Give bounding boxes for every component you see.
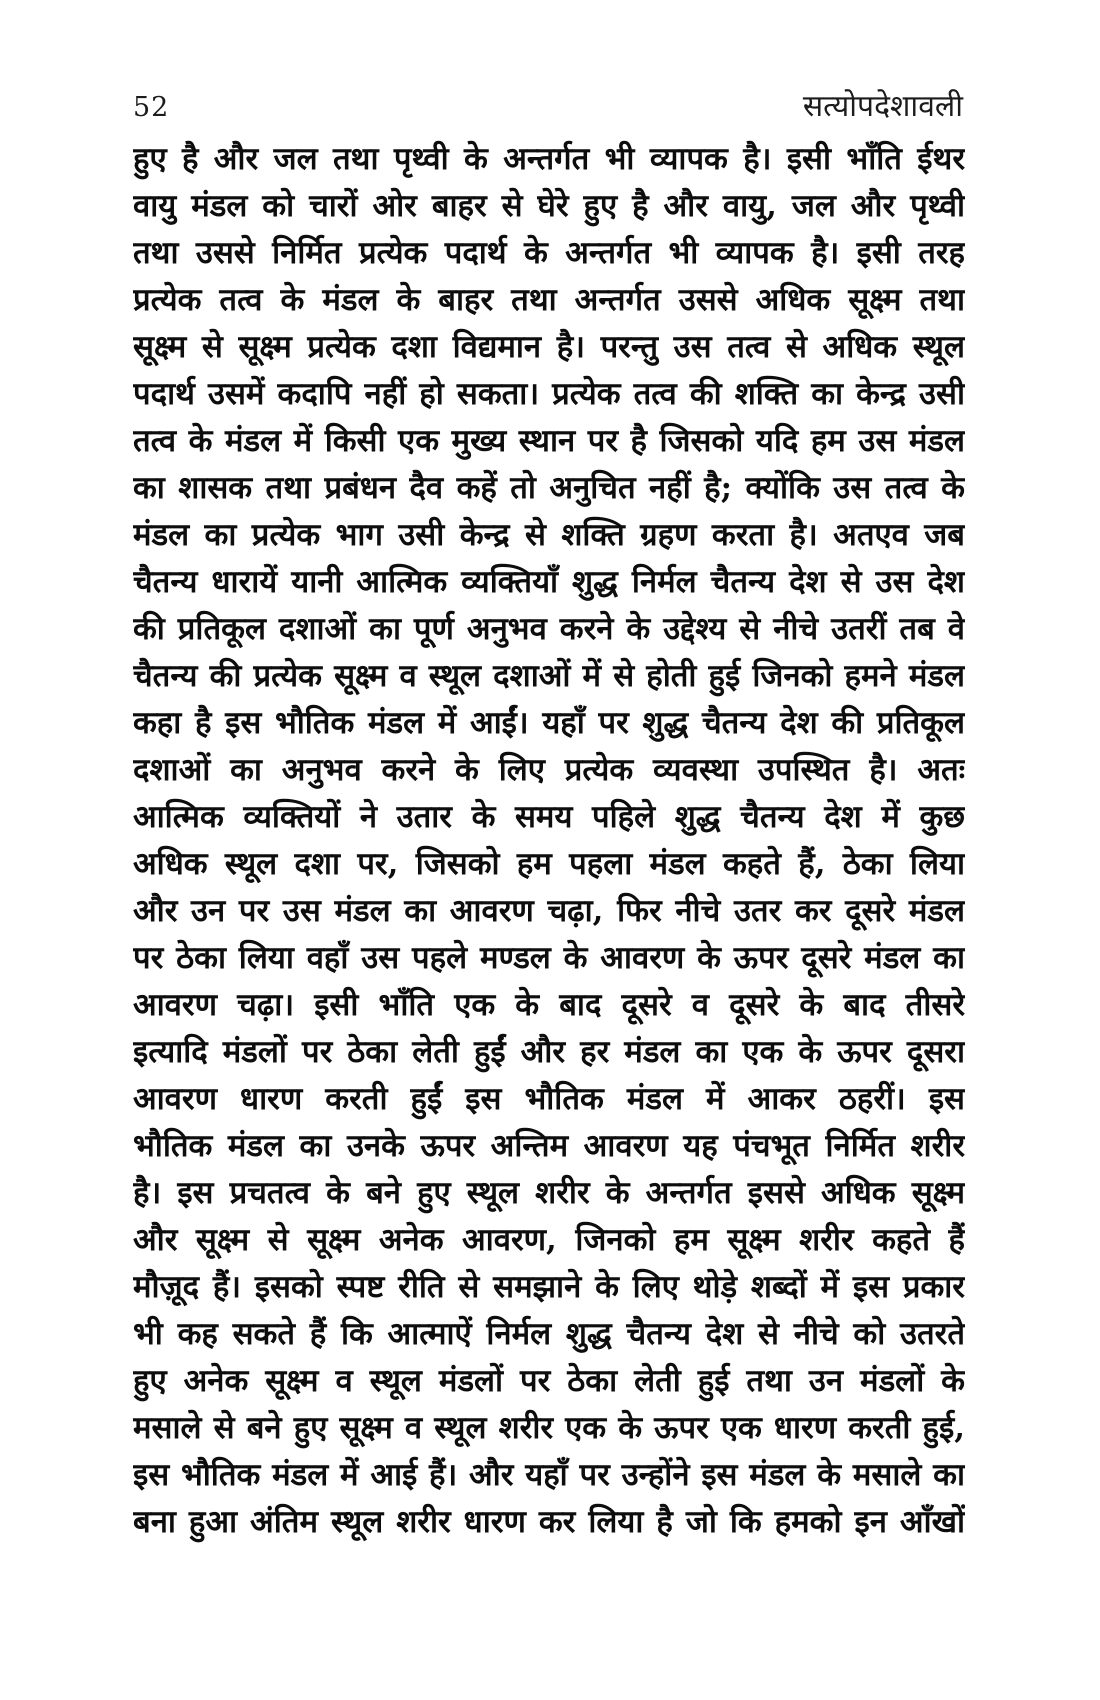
text-line: और उन पर उस मंडल का आवरण चढ़ा, फिर नीचे उतर कर दूसरे मंडल (133, 893, 965, 929)
text-line: वायु मंडल को चारों ओर बाहर से घेरे हुए है और वायु, जल और पृथ्वी (133, 188, 965, 224)
text-line: आत्मिक व्यक्तियों ने उतार के समय पहिले शुद्ध चैतन्य देश में कुछ (133, 799, 965, 835)
text-line: तत्व के मंडल में किसी एक मुख्य स्थान पर है जिसको यदि हम उस मंडल (133, 423, 965, 459)
text-line: आवरण चढ़ा। इसी भाँति एक के बाद दूसरे व दूसरे के बाद तीसरे (133, 987, 965, 1023)
text-line: की प्रतिकूल दशाओं का पूर्ण अनुभव करने के उद्देश्य से नीचे उतरीं तब वे (133, 611, 965, 647)
text-line: कहा है इस भौतिक मंडल में आईं। यहाँ पर शुद्ध चैतन्य देश की प्रतिकूल (133, 705, 965, 741)
text-line: तथा उससे निर्मित प्रत्येक पदार्थ के अन्तर्गत भी व्यापक है। इसी तरह (133, 235, 965, 271)
text-line: अधिक स्थूल दशा पर, जिसको हम पहला मंडल कहते हैं, ठेका लिया (133, 846, 965, 882)
text-line: आवरण धारण करती हुईं इस भौतिक मंडल में आकर ठहरीं। इस (133, 1081, 965, 1117)
text-line: मंडल का प्रत्येक भाग उसी केन्द्र से शक्ति ग्रहण करता है। अतएव जब (133, 517, 965, 553)
text-line: पदार्थ उसमें कदापि नहीं हो सकता। प्रत्येक तत्व की शक्ति का केन्द्र उसी (133, 376, 965, 412)
text-line: सूक्ष्म से सूक्ष्म प्रत्येक दशा विद्यमान है। परन्तु उस तत्व से अधिक स्थूल (133, 329, 965, 365)
text-line: चैतन्य धारायें यानी आत्मिक व्यक्तियाँ शुद्ध निर्मल चैतन्य देश से उस देश (133, 564, 965, 600)
text-line: भी कह सकते हैं कि आत्माऐं निर्मल शुद्ध चैतन्य देश से नीचे को उतरते (133, 1316, 965, 1352)
text-line: इत्यादि मंडलों पर ठेका लेती हुईं और हर मंडल का एक के ऊपर दूसरा (133, 1034, 965, 1070)
running-header (133, 84, 963, 125)
page-number: 52 (133, 92, 170, 123)
text-line: पर ठेका लिया वहाँ उस पहले मण्डल के आवरण के ऊपर दूसरे मंडल का (133, 940, 965, 976)
text-line: मौज़ूद हैं। इसको स्पष्ट रीति से समझाने के लिए थोड़े शब्दों में इस प्रकार (133, 1269, 965, 1305)
text-line: भौतिक मंडल का उनके ऊपर अन्तिम आवरण यह पंचभूत निर्मित शरीर (133, 1128, 965, 1164)
text-line: है। इस प्रचतत्व के बने हुए स्थूल शरीर के अन्तर्गत इससे अधिक सूक्ष्म (133, 1175, 965, 1211)
text-line: हुए है और जल तथा पृथ्वी के अन्तर्गत भी व्यापक है। इसी भाँति ईथर (133, 141, 965, 177)
text-line: इस भौतिक मंडल में आई हैं। और यहाँ पर उन्होंने इस मंडल के मसाले का (133, 1457, 965, 1493)
text-line: का शासक तथा प्रबंधन दैव कहें तो अनुचित नहीं है; क्योंकि उस तत्व के (133, 470, 965, 506)
text-line: प्रत्येक तत्व के मंडल के बाहर तथा अन्तर्गत उससे अधिक सूक्ष्म तथा (133, 282, 965, 318)
running-header-title: सत्योपदेशावली (802, 89, 963, 124)
text-line: मसाले से बने हुए सूक्ष्म व स्थूल शरीर एक के ऊपर एक धारण करती हुई, (133, 1410, 965, 1446)
text-line: चैतन्य की प्रत्येक सूक्ष्म व स्थूल दशाओं में से होती हुई जिनको हमने मंडल (133, 658, 965, 694)
text-line: और सूक्ष्म से सूक्ष्म अनेक आवरण, जिनको हम सूक्ष्म शरीर कहते हैं (133, 1222, 965, 1258)
text-line: बना हुआ अंतिम स्थूल शरीर धारण कर लिया है जो कि हमको इन आँखों (133, 1504, 965, 1540)
text-line: हुए अनेक सूक्ष्म व स्थूल मंडलों पर ठेका लेती हुई तथा उन मंडलों के (133, 1363, 965, 1399)
body-text (133, 136, 965, 1546)
text-line: दशाओं का अनुभव करने के लिए प्रत्येक व्यवस्था उपस्थित है। अतः (133, 752, 965, 788)
